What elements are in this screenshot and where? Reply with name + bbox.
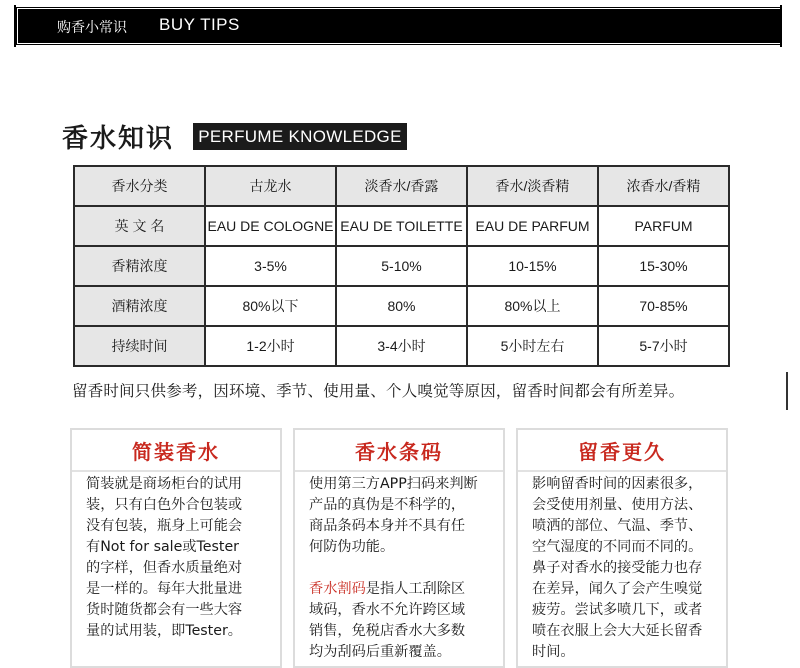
table-row <box>74 286 729 326</box>
card-line: 没有包装，瓶身上可能会 <box>86 518 243 534</box>
card-line <box>309 579 493 600</box>
card-line: 有Not for sale或Tester <box>86 539 240 555</box>
table-row-label: 持续时间 <box>74 326 205 366</box>
table-header-cell: 古龙水 <box>205 166 336 206</box>
table-row-label: 英 文 名 <box>74 206 205 246</box>
card-line: 的字样，但香水质量绝对 <box>86 560 243 576</box>
card-line: 是一样的。每年大批量进 <box>86 581 243 597</box>
table-row <box>74 206 729 246</box>
card-line: 在差异，闻久了会产生嗅觉 <box>532 581 703 597</box>
duration-note: 留香时间只供参考，因环境、季节、使用量、个人嗅觉等原因，留香时间都会有所差异。 <box>72 382 685 400</box>
table-row <box>74 246 729 286</box>
table-cell: 1-2小时 <box>205 326 336 366</box>
table-cell: EAU DE TOILETTE <box>336 206 467 246</box>
card-highlight: 香水割码 <box>309 581 366 597</box>
table-cell: EAU DE COLOGNE <box>205 206 336 246</box>
table-header-row <box>74 166 729 206</box>
banner-title-cn: 购香小常识 <box>57 20 127 36</box>
card-line: 装，只有白色外合包装或 <box>86 497 243 513</box>
card-line: 时间。 <box>532 644 575 660</box>
card-divider <box>295 470 503 472</box>
table-row <box>74 326 729 366</box>
card-line: 喷洒的部位、气温、季节、 <box>532 518 703 534</box>
table-cell: 3-5% <box>205 246 336 286</box>
card-line: 均为刮码后重新覆盖。 <box>309 644 451 660</box>
table-cell: 80% <box>336 286 467 326</box>
card-body <box>309 474 493 663</box>
card-line: 量的试用装，即Tester。 <box>86 623 242 639</box>
card-line: 喷在衣服上会大大延长留香 <box>532 623 703 639</box>
card-line: 货时随货都会有一些大容 <box>86 602 243 618</box>
table-row-label: 酒精浓度 <box>74 286 205 326</box>
card-line: 会受使用剂量、使用方法、 <box>532 497 703 513</box>
card-divider <box>518 470 726 472</box>
card-barcode <box>293 428 505 668</box>
card-line-rest: 是指人工刮除区 <box>365 581 466 597</box>
table-cell: 5-10% <box>336 246 467 286</box>
table-header-cell: 浓香水/香精 <box>598 166 729 206</box>
section-badge: PERFUME KNOWLEDGE <box>193 123 407 150</box>
card-line: 疲劳。尝试多喷几下，或者 <box>532 602 703 618</box>
edge-marker <box>786 372 788 410</box>
card-spacer <box>309 558 493 579</box>
card-line: 影响留香时间的因素很多， <box>532 476 703 492</box>
card-divider <box>72 470 280 472</box>
card-body <box>532 474 716 663</box>
card-title: 留香更久 <box>578 440 666 464</box>
card-line: 域码，香水不允许跨区域 <box>309 602 466 618</box>
banner-title-en: BUY TIPS <box>159 15 240 34</box>
perfume-knowledge-table <box>73 165 730 367</box>
card-body <box>86 474 270 642</box>
table-header-cell: 香水/淡香精 <box>467 166 598 206</box>
card-line: 鼻子对香水的接受能力也存 <box>532 560 703 576</box>
card-line: 简装就是商场柜台的试用 <box>86 476 243 492</box>
table-cell: 15-30% <box>598 246 729 286</box>
table-cell: 3-4小时 <box>336 326 467 366</box>
card-simple-packaging <box>70 428 282 668</box>
table-cell: 10-15% <box>467 246 598 286</box>
card-line: 产品的真伪是不科学的， <box>309 497 466 513</box>
card-line: 销售，免税店香水大多数 <box>309 623 466 639</box>
table-cell: 5小时左右 <box>467 326 598 366</box>
banner-bar <box>16 7 782 45</box>
card-longer-lasting <box>516 428 728 668</box>
card-line: 商品条码本身并不具有任 <box>309 518 466 534</box>
table-cell: 70-85% <box>598 286 729 326</box>
section-title: 香水知识 <box>62 124 175 154</box>
table-cell: 5-7小时 <box>598 326 729 366</box>
table-cell: 80%以下 <box>205 286 336 326</box>
card-title: 香水条码 <box>355 440 443 464</box>
table-header-cell: 香水分类 <box>74 166 205 206</box>
table-cell: PARFUM <box>598 206 729 246</box>
card-line: 何防伪功能。 <box>309 539 395 555</box>
table-row-label: 香精浓度 <box>74 246 205 286</box>
banner-edge-right <box>780 5 782 47</box>
table-header-cell: 淡香水/香露 <box>336 166 467 206</box>
card-line: 使用第三方APP扫码来判断 <box>309 476 478 492</box>
card-title: 简装香水 <box>132 440 220 464</box>
table-cell: EAU DE PARFUM <box>467 206 598 246</box>
table-cell: 80%以上 <box>467 286 598 326</box>
card-line: 空气湿度的不同而不同的。 <box>532 539 703 555</box>
